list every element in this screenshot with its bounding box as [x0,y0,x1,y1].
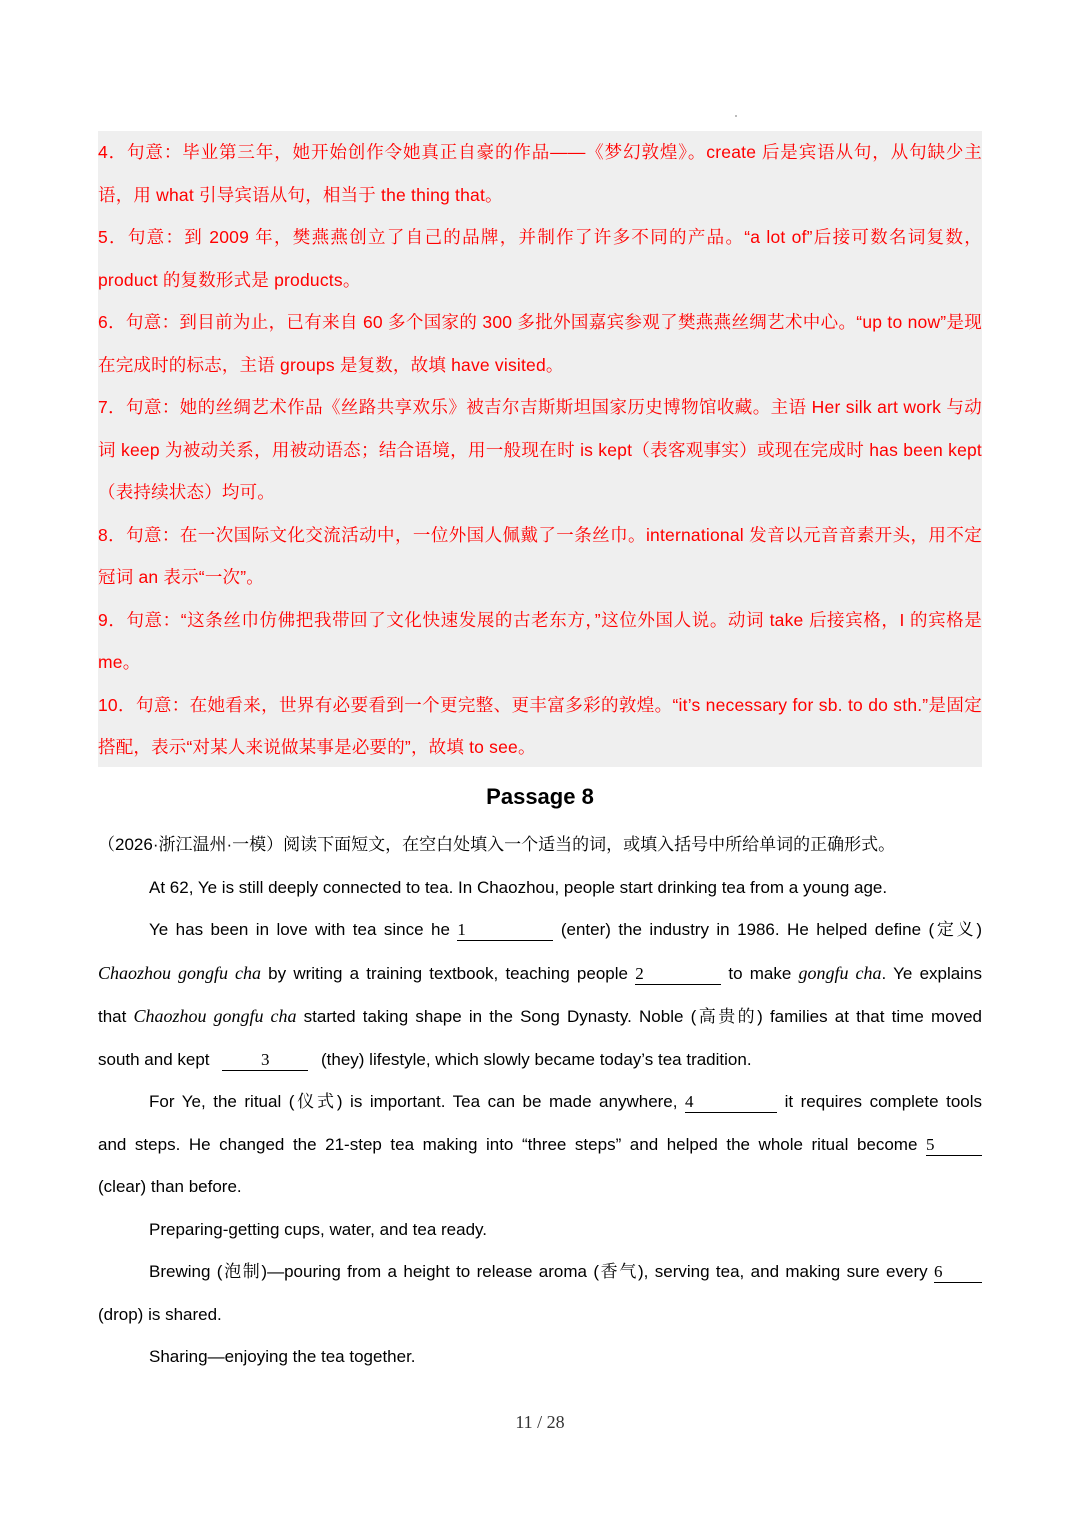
text: . Ye explains [881,963,982,983]
blank-6[interactable]: 6 [934,1262,982,1283]
text: and steps. He changed the 21-step tea making into “three steps” and helped the whole ritual become [98,1134,918,1154]
paragraph-3-line-2 [98,1124,982,1167]
blank-2[interactable]: 2 [635,964,721,985]
answer-item-10: 10．句意：在她看来，世界有必要看到一个更完整、更丰富多彩的敦煌。“it’s necessary for sb. to do sth.”是固定搭配，表示“对某人来说做某事是必要的”，故填 to see。 [98,694,982,757]
passage-title: Passage 8 [486,784,594,809]
text: Brewing (泡制)—pouring from a height to release aroma (香气), serving tea, and making sure every [149,1262,928,1281]
italic-term: gongfu cha [798,962,882,983]
page-number: 11 / 28 [515,1412,565,1432]
text: it requires complete tools [784,1092,982,1111]
text: south and kept [98,1049,210,1069]
italic-term: Chaozhou gongfu cha [98,962,261,983]
paragraph-5-line-1 [98,1251,982,1294]
answer-item-4: 4．句意：毕业第三年，她开始创作令她真正自豪的作品——《梦幻敦煌》。create 后是宾语从句，从句缺少主语，用 what 引导宾语从句，相当于 the thing that。 [98,142,982,205]
paragraph-6: Sharing—enjoying the tea together. [149,1347,416,1366]
paragraph-2-line-3 [98,995,982,1039]
text: that [98,1007,127,1026]
paragraph-4: Preparing-getting cups, water, and tea ready. [149,1219,487,1239]
answer-item-7: 7．句意：她的丝绸艺术作品《丝路共享欢乐》被吉尔吉斯斯坦国家历史博物馆收藏。主语 Her silk art work 与动词 keep 为被动关系，用被动语态；结合语境，用一般现在时 is kept（表客观事实）或现在完成时 has been kept（表持续状态）均可。 [98,397,982,502]
instruction: （2026·浙江温州·一模）阅读下面短文，在空白处填入一个适当的词，或填入括号中所给单词的正确形式。 [98,835,896,854]
text: (they) lifestyle, which slowly became today’s tea tradition. [321,1049,752,1069]
answer-item-6: 6．句意：到目前为止，已有来自 60 多个国家的 300 多批外国嘉宾参观了樊燕燕丝绸艺术中心。“up to now”是现在完成时的标志，主语 groups 是复数，故填 have visited。 [98,312,982,375]
text: For Ye, the ritual (仪式) is important. Tea can be made anywhere, [149,1092,678,1111]
answer-explanations [98,131,982,767]
scan-dot [735,115,737,117]
paragraph-5-line-2: (drop) is shared. [98,1304,222,1324]
italic-wrap [799,964,982,983]
blank-5[interactable]: 5 [926,1135,982,1156]
blank-3[interactable]: 3 [222,1050,308,1071]
italic-term: Chaozhou gongfu cha [133,1006,297,1026]
paragraph-1: At 62, Ye is still deeply connected to tea. In Chaozhou, people start drinking tea from a young age. [149,877,888,897]
answer-item-5: 5．句意：到 2009 年，樊燕燕创立了自己的品牌，并制作了许多不同的产品。“a lot of”后接可数名词复数，product 的复数形式是 products。 [98,227,982,290]
text: started taking shape in the Song Dynasty. Noble (高贵的) families at that time moved [303,1007,982,1026]
blank-1[interactable]: 1 [457,920,553,941]
blank-4[interactable]: 4 [685,1092,777,1113]
text: Ye has been in love with tea since he [149,920,450,939]
text: to make [728,963,792,983]
text: (enter) the industry in 1986. He helped define (定义) [560,920,982,939]
passage-body [98,824,982,1379]
paragraph-3-line-1 [98,1081,982,1124]
paragraph-2-line-1 [98,909,982,952]
paragraph-2-line-2 [98,952,982,996]
text: by writing a training textbook, teaching people [268,963,628,983]
answer-item-8: 8．句意：在一次国际文化交流活动中，一位外国人佩戴了一条丝巾。international 发音以元音音素开头，用不定冠词 an 表示“一次”。 [98,524,982,587]
paragraph-2-line-4 [98,1039,982,1082]
answer-item-9: 9．句意：“这条丝巾仿佛把我带回了文化快速发展的古老东方，”这位外国人说。动词 take 后接宾格，I 的宾格是 me。 [98,609,982,672]
paragraph-3-line-3: (clear) than before. [98,1177,242,1196]
